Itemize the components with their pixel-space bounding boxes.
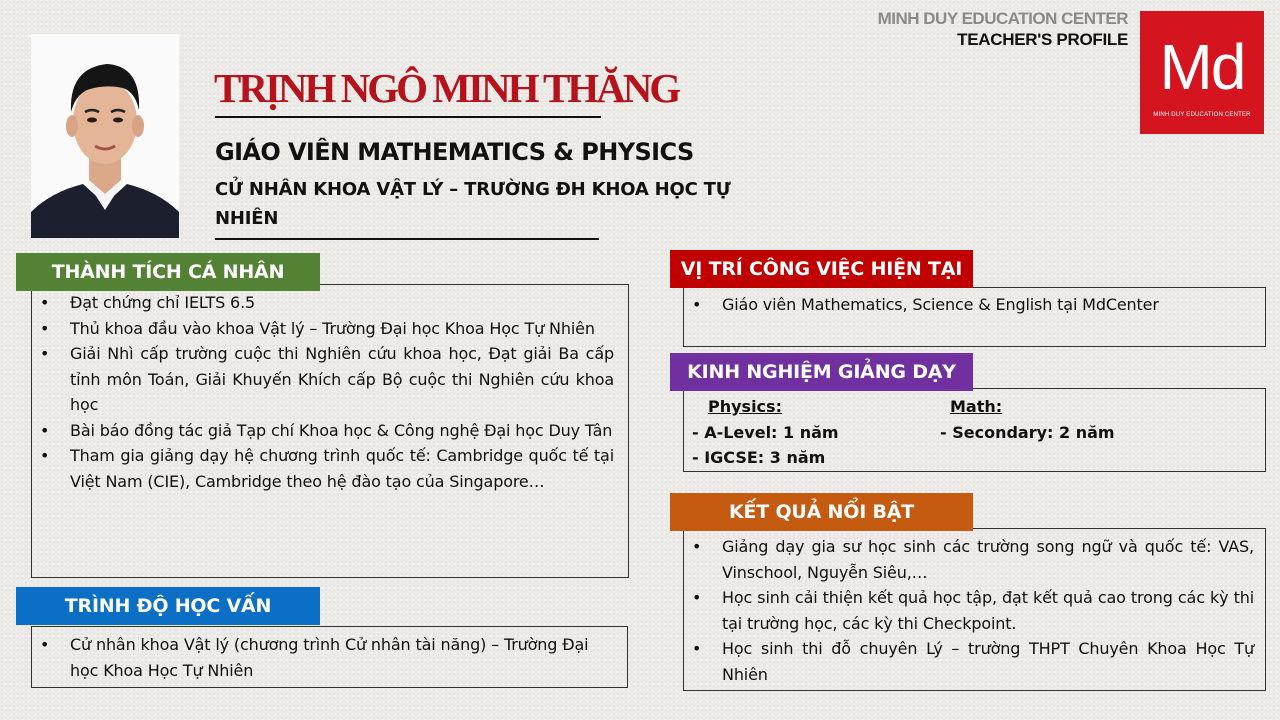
math-line: - Secondary: 2 năm: [940, 422, 1115, 442]
list-item: • Học sinh thi đỗ chuyên Lý – trường THPT Chuyên Khoa Học Tự Nhiên: [684, 636, 1254, 687]
achievements-list: [32, 290, 614, 494]
experience-box: [683, 388, 1266, 472]
physics-heading: Physics:: [708, 397, 782, 416]
education-box: [31, 626, 628, 688]
name-divider: [215, 116, 601, 118]
list-item: • Giải Nhì cấp trường cuộc thi Nghiên cứu khoa học, Đạt giải Ba cấp tỉnh môn Toán, Giải Khuyến Khích cấp Bộ cuộc thi Nghiên cứu khoa học: [32, 341, 614, 418]
experience-header: KINH NGHIỆM GIẢNG DẠY: [670, 353, 973, 391]
portrait-icon: [31, 34, 179, 238]
results-box: [683, 528, 1266, 691]
list-item: • Giảng dạy gia sư học sinh các trường song ngữ và quốc tế: VAS, Vinschool, Nguyễn Siêu,…: [684, 534, 1254, 585]
physics-column: [692, 394, 839, 471]
results-list: [684, 534, 1254, 687]
teacher-photo: [31, 34, 179, 238]
teacher-degree: CỬ NHÂN KHOA VẬT LÝ – TRƯỜNG ĐH KHOA HỌC TỰ NHIÊN: [215, 179, 731, 229]
profile-label: TEACHER'S PROFILE: [957, 30, 1128, 49]
achievements-header: THÀNH TÍCH CÁ NHÂN: [16, 253, 320, 291]
physics-line: - IGCSE: 3 năm: [692, 448, 826, 467]
position-header: VỊ TRÍ CÔNG VIỆC HIỆN TẠI: [670, 250, 973, 288]
list-item: • Học sinh cải thiện kết quả học tập, đạt kết quả cao trong các kỳ thi tại trường học, các kỳ thi Checkpoint.: [684, 585, 1254, 636]
center-name: MINH DUY EDUCATION CENTER: [877, 9, 1128, 28]
math-heading: Math:: [950, 397, 1003, 416]
list-item: • Cử nhân khoa Vật lý (chương trình Cử nhân tài năng) – Trường Đại học Khoa Học Tự Nhiên: [32, 632, 592, 683]
list-item: • Tham gia giảng dạy hệ chương trình quốc tế: Cambridge quốc tế tại Việt Nam (CIE), Cambridge theo hệ đào tạo của Singapore…: [32, 443, 614, 494]
education-list: [32, 632, 592, 683]
list-item: • Đạt chứng chỉ IELTS 6.5: [32, 290, 614, 316]
achievements-box: [31, 284, 629, 578]
teacher-name: TRỊNH NGÔ MINH THĂNG: [214, 65, 679, 111]
brand-logo: [1140, 11, 1264, 134]
math-column: [940, 394, 1115, 445]
logo-mark: Md: [1159, 31, 1245, 103]
logo-caption: MINH DUY EDUCATION CENTER: [1153, 112, 1251, 118]
list-item: • Bài báo đồng tác giả Tạp chí Khoa học & Công nghệ Đại học Duy Tân: [32, 418, 614, 444]
position-box: [683, 287, 1266, 347]
teacher-role: GIÁO VIÊN MATHEMATICS & PHYSICS: [215, 138, 694, 166]
position-list: [684, 292, 1254, 318]
list-item: • Giáo viên Mathematics, Science & English tại MdCenter: [684, 292, 1254, 318]
physics-line: - A-Level: 1 năm: [692, 422, 839, 442]
list-item: • Thủ khoa đầu vào khoa Vật lý – Trường Đại học Khoa Học Tự Nhiên: [32, 316, 614, 342]
header-divider: [215, 238, 599, 240]
education-header: TRÌNH ĐỘ HỌC VẤN: [16, 587, 320, 625]
results-header: KẾT QUẢ NỔI BẬT: [670, 493, 973, 531]
